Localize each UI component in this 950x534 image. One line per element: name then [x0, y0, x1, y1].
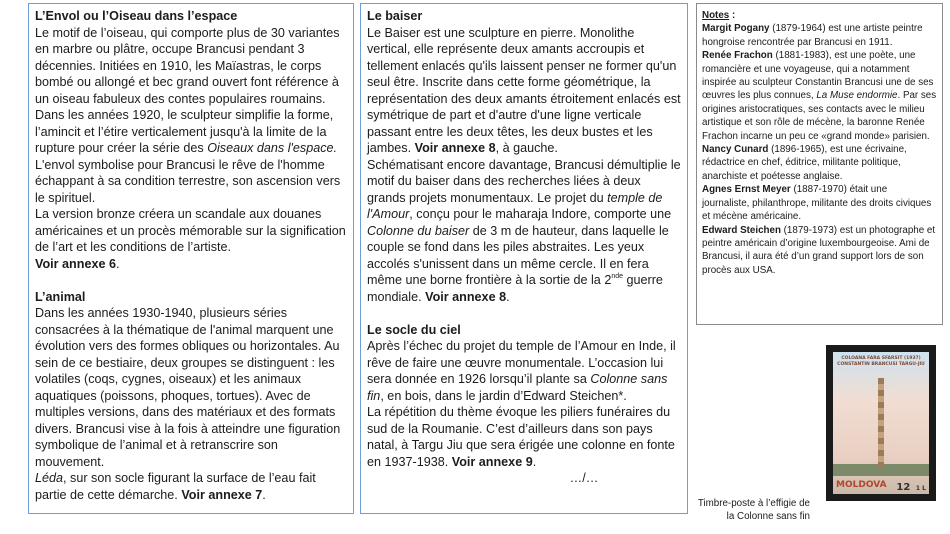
paragraph: Le motif de l’oiseau, qui comporte plus de 30 variantes en marbre ou plâtre, occupe Brancusi pendant 3 décennies. Initiées en 1910, les Maïastras, le corps bombé ou allongé et bec grand ouvert font référence à un oiseau fabuleux des contes populaires roumains. [35, 25, 340, 106]
notes-heading [702, 9, 937, 22]
note-cunard [702, 143, 937, 183]
stamp-currency: 1 L [915, 485, 926, 492]
text-run: Schématisant encore davantage, Brancusi démultiplie le motif du baiser dans des recherches liées à deux grands projets monumentaux. Le projet du [367, 157, 681, 205]
column-1-text [35, 8, 347, 503]
stamp-footer [836, 478, 926, 491]
annex-reference: Voir annexe 6. [35, 256, 120, 271]
stamp-denomination [896, 475, 926, 494]
text-run: Dans les années 1920, le sculpteur simplifie la forme, l’amincit et l’étire verticalement jusqu'à la limite de la rupture pour créer la série des [35, 108, 334, 155]
annex-7-link: Voir annexe 7 [181, 487, 263, 502]
note-name: Agnes Ernst Meyer [702, 184, 791, 196]
italic-title: Léda [35, 471, 64, 485]
paragraph [367, 338, 681, 404]
note-frachon [702, 49, 937, 143]
italic-title: temple de l'Amour [367, 190, 663, 221]
postage-stamp-image [826, 345, 936, 501]
italic-title: Colonne sans fin [367, 372, 668, 403]
text-run: La répétition du thème évoque les piliers funéraires du sud de la Roumanie. C’est d’ailleurs dans son pays natal, à Targu Jiu que sera érigée une colonne en fonte en 1937-1938. [367, 405, 675, 469]
paragraph: Schématisant encore davantage, Brancusi démultiplie le motif du baiser dans des recherches liées à deux grands projets monumentaux. Le projet du temple de l'Amour, conçu pour le maharaja Indore, comporte une Colonne du baiser de 3 m de hauteur, dans laquelle le couple se fond dans les piles abstraites. Les yeux accolés s'unissent dans un même cercle. Il en fera même une borne frontière à la sortie de la 2nde guerre mondiale. Voir annexe 8. [367, 157, 681, 304]
text-run: (1881-1983), est une poète, une romancière et une voyageuse, qui a notamment inspirée au sculpteur Constantin Brancusi une de ses œuvres les plus connues, [702, 50, 934, 102]
section-title-animal: L’animal [35, 289, 86, 304]
section-title-baiser: Le baiser [367, 9, 423, 23]
italic-title: La Muse endormie [816, 90, 898, 102]
text-run: , sur son socle figurant la surface de l’eau fait partie de cette démarche. [35, 471, 316, 502]
paragraph [367, 25, 681, 157]
stamp-caption: Timbre-poste à l’effigie de la Colonne sans fin [697, 498, 810, 523]
text-run: (1879-1964) est une artiste peintre hongroise rencontrée par Brancusi en 1911. [702, 23, 923, 48]
note-name: Margit Pogany [702, 23, 770, 35]
section-title-envol: L’Envol ou l’Oiseau dans l’espace [35, 9, 238, 23]
text-run: (1887-1970) était une journaliste, philanthrope, militante des droits civiques et mécène américaine. [702, 184, 932, 223]
paragraph: Léda, sur son socle figurant la surface de l’eau fait partie de cette démarche. Voir annexe 7. [35, 471, 316, 502]
column-2-text [367, 8, 681, 487]
note-steichen [702, 224, 937, 278]
column-baiser-socle [360, 3, 688, 514]
stamp-title: COLOANA FARA SFARSIT (1937) CONSTANTIN BRANCUSI TARGU-JIU [837, 356, 925, 367]
text-run: , en bois, dans le jardin d’Edward Steichen*. [380, 388, 627, 403]
note-meyer [702, 183, 937, 223]
text-run: (1896-1965), est une écrivaine, rédactrice en chef, éditrice, militante politique, anarchiste et poétesse anglaise. [702, 144, 907, 182]
note-name: Nancy Cunard [702, 144, 769, 156]
paragraph: La répétition du thème évoque les piliers funéraires du sud de la Roumanie. C’est d’ailleurs dans son pays natal, à Targu Jiu que sera érigée une colonne en fonte en 1937-1938. Voir annexe 9. [367, 405, 675, 469]
stamp-country: MOLDOVA [836, 479, 887, 490]
notes-box [696, 3, 943, 325]
paragraph: La version bronze créera un scandale aux douanes américaines et un procès mémorable sur la signification de l’art et les conditions de l’artiste. [35, 207, 346, 254]
superscript: nde [611, 272, 624, 280]
note-pogany [702, 22, 937, 49]
note-name: Renée Frachon [702, 50, 773, 62]
italic-title: Oiseaux dans l'espace. [207, 141, 338, 155]
text-run: , conçu pour le maharaja Indore, comporte une [409, 207, 672, 221]
note-name: Edward Steichen [702, 224, 781, 236]
text-run: Après l’échec du projet du temple de l’Amour en Inde, il rêve de faire une œuvre monumentale. L’occasion lui sera donnée en 1926 lorsqu’il plante sa [367, 339, 676, 386]
stamp-value: 12 [896, 482, 911, 493]
annex-8-link: Voir annexe 8 [425, 289, 507, 304]
paragraph: Dans les années 1930-1940, plusieurs séries consacrées à la thématique de l'animal marquent une évolution vers des formes obliques ou horizontales. Au sein de ce bestiaire, deux groupes se distinguent : les volatiles (coqs, cygnes, oiseaux) et les animaux aquatiques (poissons, phoques, tortues). Avec de multiples versions, dans des matériaux et des formats divers. Brancusi vise à la fois à atteindre une figuration symbolique de l’animal et à retranscrire son mouvement. [35, 306, 341, 469]
notes-text [702, 9, 937, 277]
column-envol-animal [28, 3, 354, 514]
text-run: de 3 m de hauteur, dans laquelle le couple se fond dans les piles abstraites. Les yeux accolés s'unissent dans un même cercle. Il en fera même une borne frontière à la sortie de la 2 [367, 223, 669, 287]
continuation-mark: …/… [569, 471, 599, 485]
stamp-face [833, 352, 929, 494]
paragraph: L'envol symbolise pour Brancusi le rêve de l'homme échappant à sa condition terrestre, son ascension vers le spirituel. [35, 157, 341, 205]
text-run: guerre mondiale. [367, 273, 663, 304]
annex-8-link: Voir annexe 8 [414, 141, 496, 155]
paragraph [35, 107, 347, 157]
annex-6-link: Voir annexe 6 [35, 256, 116, 271]
italic-title: Colonne du baiser [367, 223, 470, 238]
text-run: Le Baiser est une sculpture en pierre. Monolithe vertical, elle représente deux amants accroupis et tellement enlacés qu'ils laissent penser ne former qu'un seul être. Inscrite dans cette forme géométrique, la représentation des deux amants étroitement enlacés est symétrique de part et d'autre d'une ligne verticale passant entre les deux têtes, les deux bustes et les jambes. [367, 25, 681, 155]
annex-9-link: Voir annexe 9 [451, 454, 533, 469]
text-run: . Par ses origines aristocratiques, ses contacts avec le milieu artistique et son rôle de mécène, la baronne Renée Frachon incarne un peu ce «grand monde» parisien. [702, 90, 937, 142]
text-run: (1879-1973) est un photographe et peintre américain d’origine luxembourgeoise. Ami de Brancusi, il aura été d’un grand support lors de son procès aux USA. [702, 224, 936, 276]
text-run: , à gauche. [495, 141, 558, 155]
section-title-socle: Le socle du ciel [367, 322, 461, 337]
endless-column-icon [878, 378, 884, 468]
text-run: : [729, 10, 736, 21]
notes-heading-label: Notes [702, 10, 730, 21]
